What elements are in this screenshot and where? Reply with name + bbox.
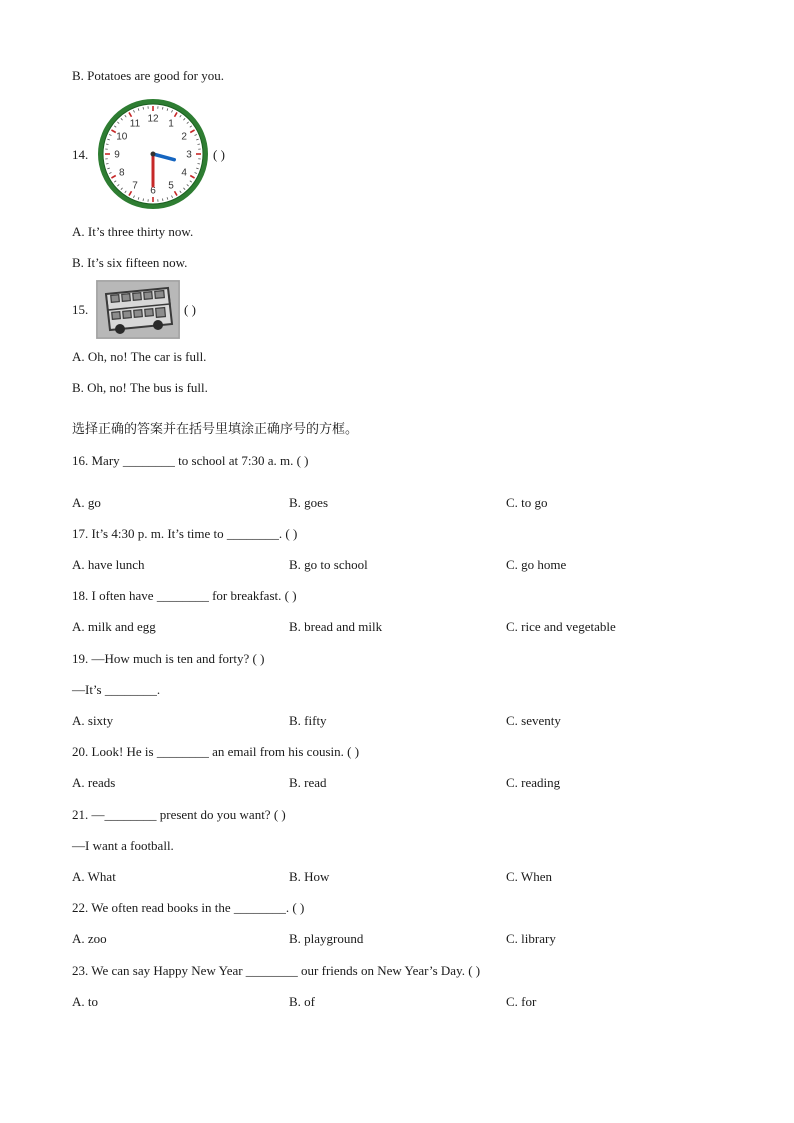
question-stem: 23. We can say Happy New Year ________ our friends on New Year’s Day. ( ) [72,963,481,978]
q13-option-b: B. Potatoes are good for you. [72,68,225,83]
clock-number: 6 [150,185,156,197]
option-c[interactable]: C. library [506,931,556,946]
option-a[interactable]: A. go [72,495,101,510]
option-b[interactable]: B. read [289,775,327,790]
clock-tick [162,199,163,201]
clock-tick [106,144,108,145]
option-a[interactable]: A. sixty [72,713,114,728]
clock-number: 8 [119,167,125,179]
clock-number: 3 [186,149,192,161]
q14-option-b: B. It’s six fifteen now. [72,255,188,270]
q15-option-a: A. Oh, no! The car is full. [72,349,207,364]
question-stem: 21. —________ present do you want? ( ) [72,807,286,822]
q14-answer-bracket[interactable]: ( ) [213,147,225,162]
question-stem: 16. Mary ________ to school at 7:30 a. m. ( ) [72,453,309,468]
section-instruction: 选择正确的答案并在括号里填涂正确序号的方框。 [72,422,359,437]
question-stem: 22. We often read books in the ________. ( ) [72,900,305,915]
bus-picture [96,280,180,339]
clock-number: 5 [168,180,174,192]
question-stem: 19. —How much is ten and forty? ( ) [72,651,265,666]
clock-number: 1 [168,118,174,130]
option-a[interactable]: A. to [72,994,98,1009]
option-a[interactable]: A. have lunch [72,557,145,572]
clock-number: 11 [129,118,141,130]
clock-center [151,152,156,157]
option-b[interactable]: B. How [289,869,330,884]
question-reply: —I want a football. [72,838,174,853]
option-c[interactable]: C. When [506,869,552,884]
question-stem: 20. Look! He is ________ an email from his cousin. ( ) [72,744,360,759]
clock-icon [96,97,210,211]
option-c[interactable]: C. rice and vegetable [506,619,616,634]
clock-tick [106,163,108,164]
option-c[interactable]: C. to go [506,495,548,510]
clock-tick [198,163,200,164]
clock-picture [96,97,210,211]
clock-tick [143,199,144,201]
option-b[interactable]: B. go to school [289,557,368,572]
option-a[interactable]: A. reads [72,775,116,790]
bus-icon [96,280,180,339]
clock-number: 10 [116,131,128,143]
option-c[interactable]: C. go home [506,557,567,572]
question-reply: —It’s ________. [72,682,161,697]
clock-number: 7 [132,180,138,192]
option-a[interactable]: A. What [72,869,116,884]
q15-number: 15. [72,302,89,317]
q15-option-b: B. Oh, no! The bus is full. [72,380,208,395]
clock-number: 2 [181,131,187,143]
option-b[interactable]: B. of [289,994,315,1009]
clock-tick [162,107,163,109]
clock-number: 12 [147,113,159,125]
clock-number: 9 [114,149,120,161]
option-c[interactable]: C. for [506,994,537,1009]
clock-tick [198,144,200,145]
q14-number: 14. [72,147,89,162]
option-c[interactable]: C. reading [506,775,561,790]
option-b[interactable]: B. goes [289,495,328,510]
clock-number: 4 [181,167,187,179]
option-b[interactable]: B. bread and milk [289,619,383,634]
option-a[interactable]: A. milk and egg [72,619,156,634]
question-stem: 17. It’s 4:30 p. m. It’s time to ________. ( ) [72,526,298,541]
option-a[interactable]: A. zoo [72,931,107,946]
option-c[interactable]: C. seventy [506,713,561,728]
option-b[interactable]: B. fifty [289,713,327,728]
q14-option-a: A. It’s three thirty now. [72,224,194,239]
option-b[interactable]: B. playground [289,931,364,946]
clock-tick [143,107,144,109]
question-stem: 18. I often have ________ for breakfast. ( ) [72,588,297,603]
q15-answer-bracket[interactable]: ( ) [184,302,196,317]
